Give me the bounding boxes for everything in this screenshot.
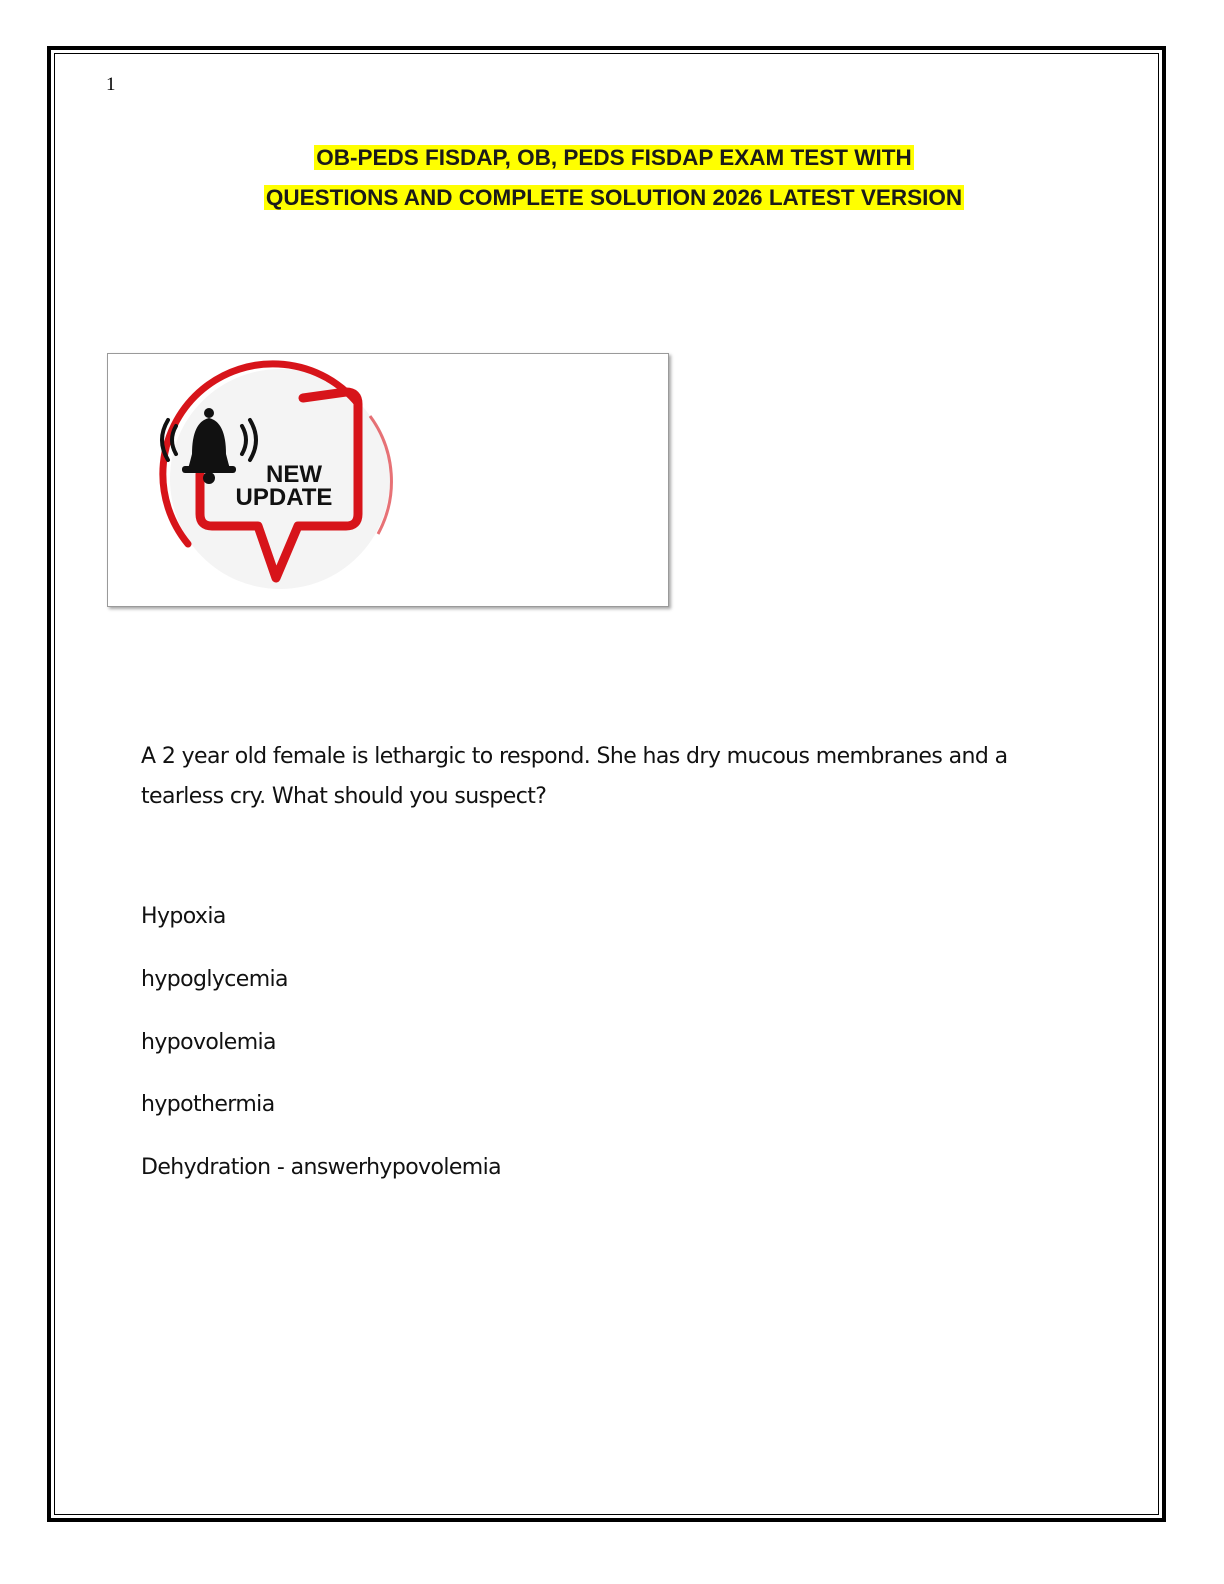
option-3: hypovolemia <box>141 1030 276 1055</box>
title-line-2: QUESTIONS AND COMPLETE SOLUTION 2026 LATEST VERSION <box>265 185 963 210</box>
question-text: A 2 year old female is lethargic to respond. She has dry mucous membranes and a tearless cry. What should you suspect? <box>141 744 1008 809</box>
option-1: Hypoxia <box>141 904 226 929</box>
new-update-logo-graphic <box>108 354 668 606</box>
title-line-1: OB-PEDS FISDAP, OB, PEDS FISDAP EXAM TEST WITH <box>316 145 912 170</box>
answer-line: Dehydration - answerhypovolemia <box>141 1155 502 1180</box>
logo-text-new: NEW <box>266 461 322 488</box>
option-2: hypoglycemia <box>141 967 288 992</box>
page-number: 1 <box>106 74 116 95</box>
logo-text-update: UPDATE <box>235 484 333 511</box>
new-update-logo <box>107 353 669 607</box>
option-4: hypothermia <box>141 1092 275 1117</box>
document-title <box>54 138 1174 218</box>
